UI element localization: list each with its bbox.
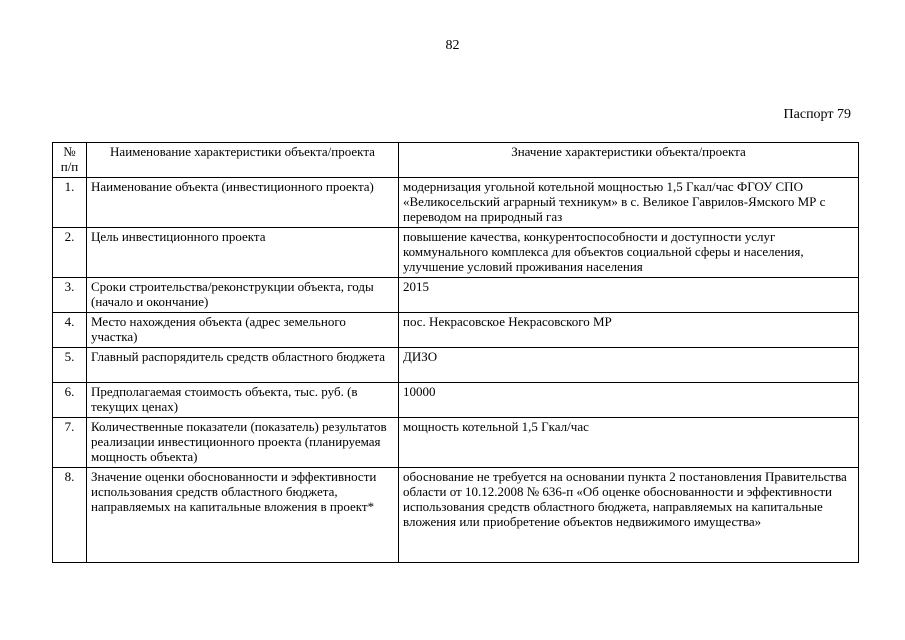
column-header-number: № п/п	[53, 143, 87, 178]
row-number: 7.	[53, 418, 87, 468]
column-header-name: Наименование характеристики объекта/проекта	[87, 143, 399, 178]
table-row	[53, 228, 859, 278]
column-header-value: Значение характеристики объекта/проекта	[399, 143, 859, 178]
table-row	[53, 468, 859, 563]
row-characteristic: Предполагаемая стоимость объекта, тыс. руб. (в текущих ценах)	[87, 383, 399, 418]
row-value: обоснование не требуется на основании пункта 2 постановления Правительства области от 10.12.2008 № 636-п «Об оценке обоснованности и эффективности использования средств областного бюджета, направляемых на капитальные вложения или приобретение объектов недвижимого имущества»	[399, 468, 859, 563]
row-number: 4.	[53, 313, 87, 348]
row-number: 2.	[53, 228, 87, 278]
row-characteristic: Место нахождения объекта (адрес земельного участка)	[87, 313, 399, 348]
row-characteristic: Количественные показатели (показатель) результатов реализации инвестиционного проекта (планируемая мощность объекта)	[87, 418, 399, 468]
row-number: 1.	[53, 178, 87, 228]
table-row	[53, 418, 859, 468]
row-characteristic: Цель инвестиционного проекта	[87, 228, 399, 278]
row-value: ДИЗО	[399, 348, 859, 383]
row-number: 3.	[53, 278, 87, 313]
row-characteristic: Значение оценки обоснованности и эффективности использования средств областного бюджета, направляемых на капитальные вложения в проект*	[87, 468, 399, 563]
table-row	[53, 178, 859, 228]
row-value: повышение качества, конкурентоспособности и доступности услуг коммунального комплекса для объектов социальной сферы и населения, улучшение условий проживания населения	[399, 228, 859, 278]
table-header-row	[53, 143, 859, 178]
row-characteristic: Наименование объекта (инвестиционного проекта)	[87, 178, 399, 228]
page-number: 82	[445, 38, 460, 53]
passport-table	[52, 142, 859, 563]
row-number: 5.	[53, 348, 87, 383]
passport-label: Паспорт 79	[783, 107, 851, 122]
row-number: 8.	[53, 468, 87, 563]
row-value: 2015	[399, 278, 859, 313]
table-row	[53, 383, 859, 418]
table-row	[53, 348, 859, 383]
row-number: 6.	[53, 383, 87, 418]
row-value: мощность котельной 1,5 Гкал/час	[399, 418, 859, 468]
row-value: модернизация угольной котельной мощностью 1,5 Гкал/час ФГОУ СПО «Великосельский аграрный техникум» в с. Великое Гаврилов-Ямского МР с переводом на природный газ	[399, 178, 859, 228]
row-characteristic: Сроки строительства/реконструкции объекта, годы (начало и окончание)	[87, 278, 399, 313]
row-characteristic: Главный распорядитель средств областного бюджета	[87, 348, 399, 383]
table-row	[53, 313, 859, 348]
row-value: 10000	[399, 383, 859, 418]
table-row	[53, 278, 859, 313]
row-value: пос. Некрасовское Некрасовского МР	[399, 313, 859, 348]
